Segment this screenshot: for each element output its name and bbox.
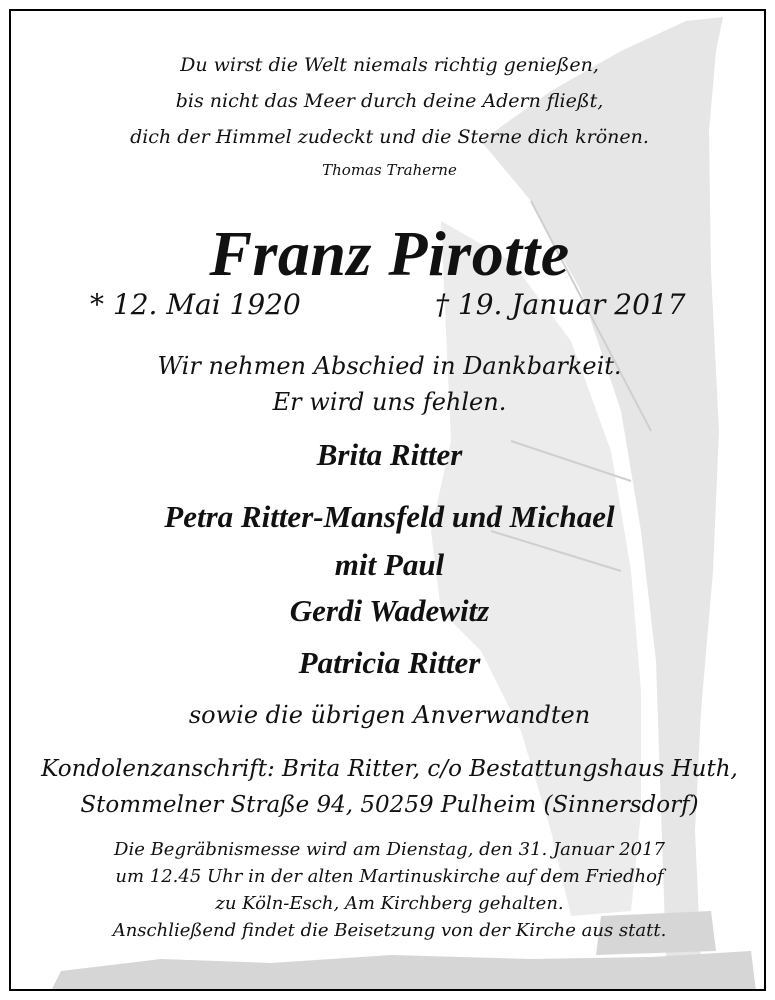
obituary-notice [9, 9, 766, 991]
deceased-name: Franz Pirotte [209, 218, 570, 289]
service-line: Anschließend findet die Beisetzung von der Kirche aus statt. [112, 920, 667, 941]
other-relatives: sowie die übrigen Anverwandten [188, 701, 591, 729]
service-line: um 12.45 Uhr in der alten Martinuskirche auf dem Friedhof [115, 866, 664, 887]
farewell-line: Er wird uns fehlen. [272, 388, 507, 416]
funeral-service-info [11, 836, 766, 944]
mourner-name: Brita Ritter [316, 437, 463, 472]
mourner-line: mit Paul [334, 547, 445, 582]
mourner-name: Gerdi Wadewitz [289, 593, 490, 628]
quote-line: dich der Himmel zudeckt und die Sterne dich krönen. [130, 126, 649, 148]
address-line: Stommelner Straße 94, 50259 Pulheim (Sinnersdorf) [80, 792, 699, 818]
quote-line: Du wirst die Welt niemals richtig genießen, [180, 54, 599, 76]
death-date: † 19. Januar 2017 [435, 288, 686, 321]
birth-date: * 12. Mai 1920 [90, 288, 301, 321]
mourner-line: Petra Ritter-Mansfeld und Michael [164, 499, 615, 534]
service-line: zu Köln-Esch, Am Kirchberg gehalten. [215, 893, 564, 914]
mourner-name: Patricia Ritter [298, 645, 481, 680]
quote-author: Thomas Traherne [322, 161, 457, 179]
mourner-name [11, 493, 766, 589]
condolence-address [11, 751, 766, 823]
address-line: Kondolenzanschrift: Brita Ritter, c/o Bestattungshaus Huth, [41, 756, 738, 782]
quote-text [11, 47, 766, 155]
quote-line: bis nicht das Meer durch deine Adern fließt, [175, 90, 604, 112]
service-line: Die Begräbnismesse wird am Dienstag, den 31. Januar 2017 [114, 839, 665, 860]
farewell-line: Wir nehmen Abschied in Dankbarkeit. [157, 352, 622, 380]
farewell-text [11, 348, 766, 420]
